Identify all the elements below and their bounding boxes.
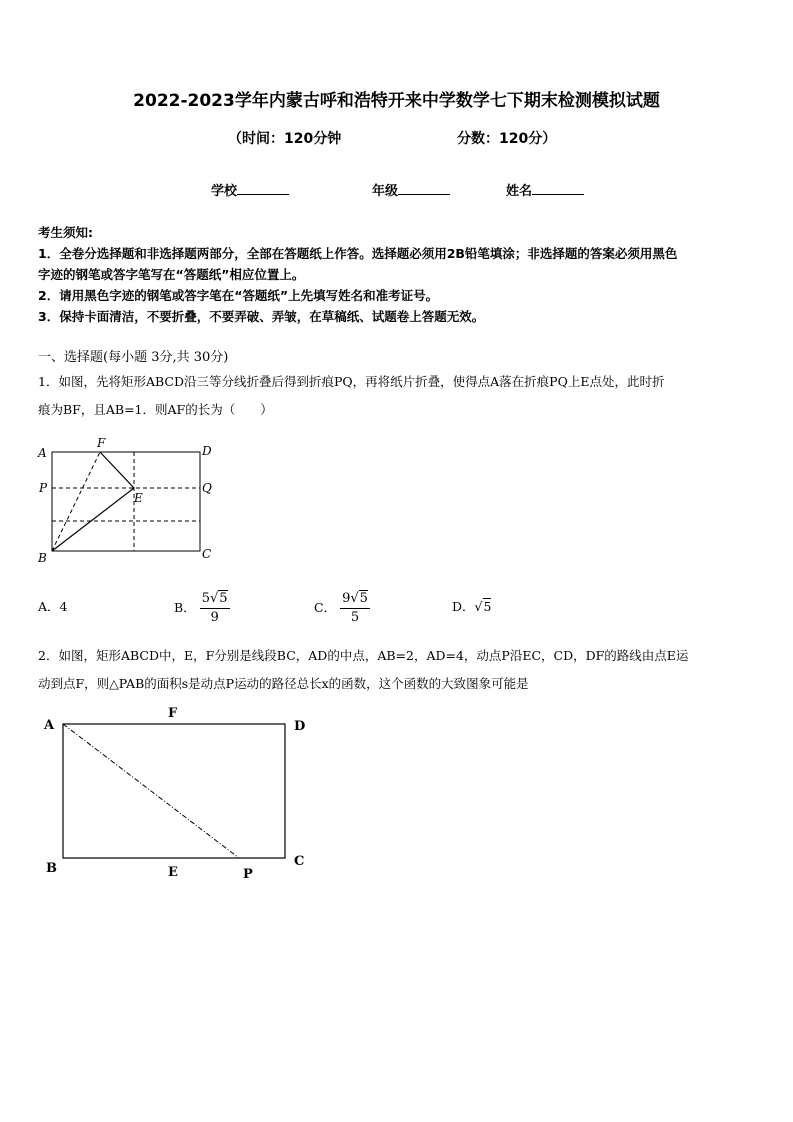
rect-abcd [52, 452, 200, 551]
question-2-text [38, 642, 756, 698]
label-f-2: F [168, 706, 178, 721]
label-e: E [134, 491, 143, 505]
notice-line-1: 1．全卷分选择题和非选择题两部分，全部在答题纸上作答。选择题必须用2B铅笔填涂；非选择题的答案必须用黑色 [38, 246, 678, 261]
label-f: F [97, 436, 106, 450]
question-1-line-2: 痕为BF，且AB=1．则AF的长为（ ） [38, 402, 273, 417]
option-d[interactable]: D．√5 [452, 599, 492, 614]
label-a-2: A [44, 718, 55, 733]
label-b-2: B [46, 861, 57, 876]
school-field [211, 180, 289, 199]
segment-ap [63, 724, 239, 858]
page-title: 2022-2023学年内蒙古呼和浩特开来中学数学七下期末检测模拟试题 [133, 91, 660, 111]
option-a[interactable]: A．4 [38, 599, 68, 614]
label-p-2: P [243, 867, 253, 882]
exam-time: （时间：120分钟 [228, 131, 342, 147]
rect-abcd-2 [63, 724, 285, 858]
label-c: C [202, 547, 212, 561]
segment-be [52, 488, 134, 551]
label-a: A [38, 446, 47, 460]
school-label: 学校 [211, 184, 238, 199]
dashed-bf-original [52, 452, 100, 551]
notice-heading: 考生须知: [38, 225, 93, 240]
option-c[interactable]: C． $\frac{9√5}{5}$ [314, 591, 368, 625]
label-c-2: C [294, 854, 305, 869]
notice-line-3: 2．请用黑色字迹的钢笔或答字笔在“答题纸”上先填写姓名和准考证号。 [38, 288, 439, 303]
label-e-2: E [168, 865, 178, 880]
notice-line-2: 字迹的钢笔或答字笔写在“答题纸”相应位置上。 [38, 267, 305, 282]
notice-line-4: 3．保持卡面清洁，不要折叠，不要弄破、弄皱，在草稿纸、试题卷上答题无效。 [38, 309, 485, 324]
sqrt-d: √5 [474, 599, 492, 614]
fraction-b: $\frac{5√5}{9}$ [201, 591, 228, 625]
name-field [506, 180, 584, 199]
label-p: P [39, 481, 48, 495]
label-b: B [38, 551, 47, 565]
option-b[interactable]: B． $\frac{5√5}{9}$ [174, 591, 228, 625]
label-d-2: D [294, 719, 306, 734]
section-heading: 一、选择题(每小题 3分,共 30分) [38, 350, 229, 365]
grade-field [372, 180, 450, 199]
question-1-figure [30, 432, 230, 568]
label-q: Q [202, 481, 212, 495]
question-1-line-1: 1．如图，先将矩形ABCD沿三等分线折叠后得到折痕PQ，再将纸片折叠，使得点A落在折痕PQ上E点处，此时折 [38, 374, 665, 389]
question-2-figure [36, 700, 316, 885]
label-d: D [202, 444, 212, 458]
name-label: 姓名 [506, 184, 533, 199]
grade-label: 年级 [372, 184, 399, 199]
grade-blank [398, 182, 450, 195]
school-blank [237, 182, 289, 195]
question-2-line-2: 动到点F，则△PAB的面积s是动点P运动的路径总长x的函数，这个函数的大致图象可能是 [38, 676, 529, 691]
exam-score: 分数：120分） [457, 131, 557, 147]
segment-fe [100, 452, 134, 488]
notice-block [38, 222, 758, 327]
name-blank [532, 182, 584, 195]
question-2-line-1: 2．如图，矩形ABCD中，E，F分别是线段BC，AD的中点，AB=2，AD=4，动点P沿EC，CD，DF的路线由点E运 [38, 648, 689, 663]
fraction-c: $\frac{9√5}{5}$ [342, 591, 368, 625]
question-1-text [38, 368, 756, 424]
